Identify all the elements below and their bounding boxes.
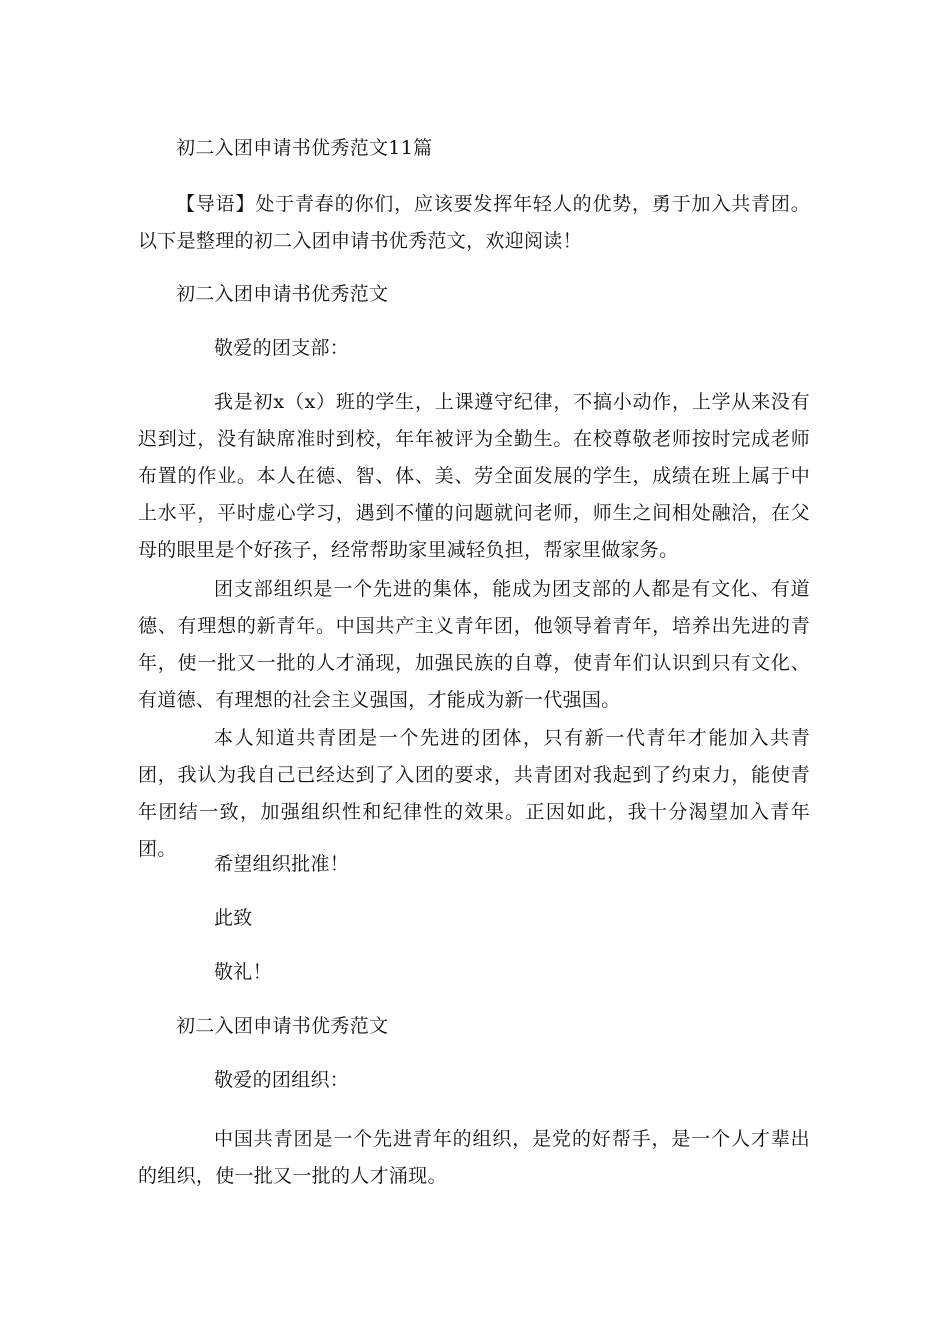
letter1-paragraph-1: 我是初x（x）班的学生，上课遵守纪律，不搞小动作，上学从来没有迟到过，没有缺席准时到校，年年被评为全勤生。在校尊敬老师按时完成老师布置的作业。本人在德、智、体、美、劳全面发展的学生，成绩在班上属于中上水平，平时虚心学习，遇到不懂的问题就问老师，师生之间相处融洽，在父母的眼里是个好孩子，经常帮助家里减轻负担，帮家里做家务。 [138, 391, 810, 561]
letter1-paragraph-2: 团支部组织是一个先进的集体，能成为团支部的人都是有文化、有道德、有理想的新青年。中国共产主义青年团，他领导着青年，培养出先进的青年，使一批又一批的人才涌现，加强民族的自尊，使青年们认识到只有文化、有道德、有理想的社会主义强国，才能成为新一代强国。 [138, 578, 810, 711]
letter2-heading: 初二入团申请书优秀范文 [176, 1015, 389, 1037]
letter1-closing-hope: 希望组织批准！ [214, 853, 350, 875]
letter2-salutation: 敬爱的团组织： [214, 1069, 350, 1091]
document-title: 初二入团申请书优秀范文11篇 [176, 137, 433, 159]
letter1-closing-jingli: 敬礼！ [214, 961, 272, 983]
letter1-paragraph-3: 本人知道共青团是一个先进的团体，只有新一代青年才能加入共青团，我认为我自己已经达到了入团的要求，共青团对我起到了约束力，能使青年团结一致，加强组织性和纪律性的效果。正因如此，我十分渴望加入青年团。 [138, 727, 810, 860]
intro-paragraph: 【导语】处于青春的你们，应该要发挥年轻人的优势，勇于加入共青团。以下是整理的初二入团申请书优秀范文，欢迎阅读！ [138, 193, 810, 252]
letter1-salutation: 敬爱的团支部： [214, 337, 350, 359]
letter2-paragraph-1: 中国共青团是一个先进青年的组织，是党的好帮手，是一个人才辈出的组织，使一批又一批的人才涌现。 [138, 1128, 810, 1187]
letter1-heading: 初二入团申请书优秀范文 [176, 283, 389, 305]
letter1-closing-cizhi: 此致 [214, 907, 253, 929]
